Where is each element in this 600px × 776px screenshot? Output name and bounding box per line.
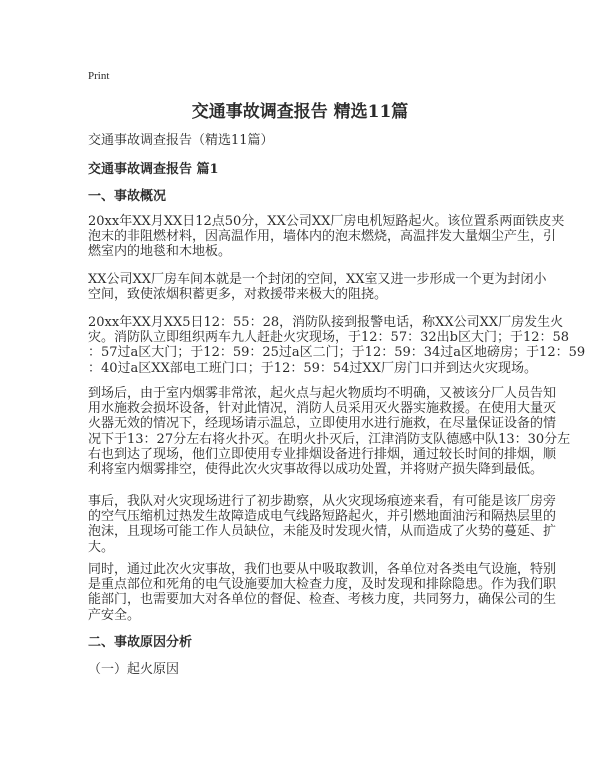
- paragraph-line: XX公司XX厂房车间本就是一个封闭的空间，XX室又进一步形成一个更为封闭小: [88, 272, 547, 287]
- paragraph: [88, 494, 557, 555]
- paragraph-line: 利将室内烟雾排空，使得此次火灾事故得以成功处置，并将财产损失降到最低。: [88, 461, 544, 477]
- paragraph: [88, 272, 547, 303]
- paragraph-line: ：40过a区XX部电工班门口；于12：59：54过XX厂房门口并到达火灾现场。: [88, 360, 537, 376]
- paragraph: [88, 214, 565, 260]
- paragraph-line: 事后，我队对火灾现场进行了初步勘察，从火灾现场痕迹来看，有可能是该厂房旁: [88, 494, 557, 509]
- paragraph-line: 是重点部位和死角的电气设施要加大检查力度，及时发现和排除隐患。作为我们职: [88, 577, 557, 593]
- paragraph-line: 同时，通过此次火灾事故，我们也要从中吸取教训，各单位对各类电气设施，特别: [88, 562, 557, 577]
- paragraph-line: 泡沫，且现场可能工作人员缺位，未能及时发现火情，从而造成了火势的蔓延、扩: [88, 524, 557, 540]
- paragraph-line: 的空气压缩机过热发生故障造成电气线路短路起火，并引燃地面油污和隔热层里的: [88, 509, 557, 525]
- paragraph-line: 20xx年XX月XX5日12：55：28，消防队接到报警电话，称XX公司XX厂房发生火: [88, 315, 564, 330]
- paragraph-line: 火器无效的情况下，经现场请示温总，立即使用水进行施救，在尽量保证设备的情: [88, 416, 557, 432]
- paragraph-line: 泡末的非阻燃材料，因高温作用，墙体内的泡末燃烧，高温拌发大量烟尘产生，引: [88, 229, 557, 245]
- paragraph-line: ：57过a区大门；于12：59：25过a区二门；于12：59：34过a区地磅房；于12：59: [88, 345, 586, 361]
- print-label: Print: [88, 70, 110, 82]
- paragraph: [88, 562, 557, 623]
- paragraph-line: 右也到达了现场，他们立即使用专业排烟设备进行排烟，通过较长时间的排烟，顺: [88, 446, 557, 462]
- paragraph-line: 况下于13：27分左右将火扑灭。在明火扑灭后，江津消防支队德感中队13：30分左: [88, 431, 571, 447]
- paragraph-line: 产安全。: [88, 607, 141, 623]
- paragraph-line: 大。: [88, 539, 115, 555]
- section-heading: 交通事故调查报告 篇1: [88, 162, 219, 177]
- subtitle: 交通事故调查报告（精选11篇）: [88, 133, 274, 148]
- paragraph-line: 到场后，由于室内烟雾非常浓，起火点与起火物质均不明确，又被该分厂人员告知: [88, 386, 557, 401]
- paragraph-line: 空间，致使浓烟积蓄更多，对救援带来极大的阻挠。: [88, 287, 388, 303]
- paragraph-line: 用水施救会损坏设备，针对此情况，消防人员采用灭火器实施救援。在使用大量灭: [88, 401, 557, 417]
- paragraph-line: 能部门，也需要加大对各单位的督促、检查、考核力度，共同努力，确保公司的生: [88, 592, 557, 608]
- document-title: 交通事故调查报告 精选11篇: [191, 102, 409, 122]
- heading-overview: 一、事故概况: [88, 189, 167, 204]
- paragraph: [88, 386, 571, 477]
- paragraph-line: 20xx年XX月XX日12点50分，XX公司XX厂房电机短路起火。该位置系两面铁皮夹: [88, 214, 565, 229]
- paragraph-line: 燃室内的地毯和木地板。: [88, 244, 232, 260]
- paragraph-line: 灾。消防队立即组织两车九人赶赴火灾现场，于12：57：32出b区大门；于12：58: [88, 330, 570, 346]
- heading-cause-analysis: 二、事故原因分析: [88, 635, 193, 650]
- paragraph: [88, 315, 586, 376]
- subheading-fire-cause: （一）起火原因: [88, 662, 180, 677]
